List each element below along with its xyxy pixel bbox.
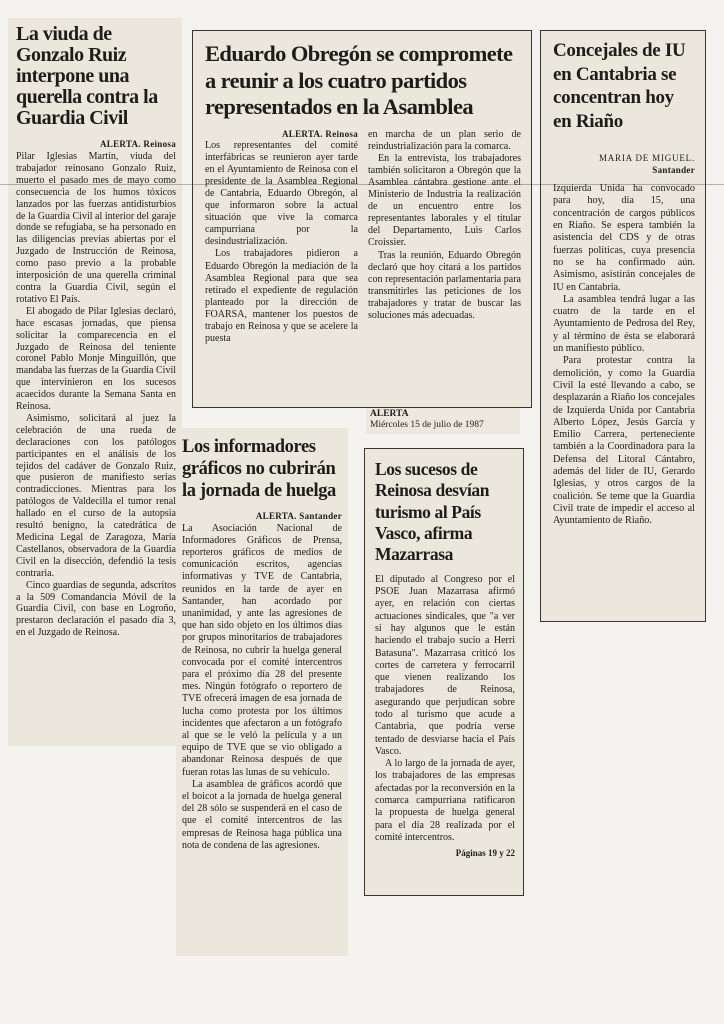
article-sucesos-reinosa (364, 448, 524, 896)
paragraph: Para protestar contra la demolición, y como la Guardia Civil la esté llevando a cabo, se desplazarán a Riaño los concejales de Izquierda Unida por Cantabria Alberto López, Jesús García y Emilio Carrera, perteneciente también a la Coordinadora para la Defensa del Litoral Cántabro, además del líder de IU, Gerardo Iglesias, y otros cargos de la coalición. Se teme que la Guardia Civil trate de impedir el acceso al Ayuntamiento de Riaño. (553, 355, 695, 527)
article-viuda-gonzalo-ruiz (8, 18, 182, 746)
article-body (16, 151, 176, 639)
byline: ALERTA. Santander (255, 510, 342, 521)
byline-place: Santander (652, 165, 695, 176)
paragraph: El diputado al Congreso por el PSOE Juan Mazarrasa afirmó ayer, en relación con ciertas actuaciones sindicales, que "a ver si hay algunos que le están haciendo el trabajo sucio a Herri Batasuna". Mazarrasa criticó los cortes de carretera y ferrocarril que vienen realizando los trabajadores de Reinosa, asegurando que perjudican sobre todo al turismo que acude a Cantabria, que podría verse tentado de desviarse hacia el País Vasco. (375, 573, 515, 757)
paragraph: Pilar Iglesias Martín, viuda del trabajador reinosano Gonzalo Ruiz, muerto el pasado mes de mayo como consecuencia de los humos tóxicos lanzados por las fuerzas antidisturbios de la Guardia Civil al interior del garaje donde se refugiaba, se ha personado en las diligencias previas abiertas por el Juzgado de Instrucción de Reinosa, como paso previo a la probable interposición de una querella criminal contra la Guardia Civil, según el rotativo El País. (16, 151, 176, 305)
article-body-col1 (205, 140, 358, 346)
article-eduardo-obregon (192, 30, 532, 408)
byline: ALERTA. Reinosa (99, 139, 176, 149)
paragraph: El abogado de Pilar Iglesias declaró, hace escasas jornadas, que piensa solicitar la comparecencia en el Juzgado de Reinosa del teniente coronel Pablo Monje Minguillón, que mandaba las fuerzas de la Guardia Civil que intervinieron en los sucesos acaecidos durante la Semana Santa en Reinosa. (16, 305, 176, 413)
paragraph: Asimismo, solicitará al juez la celebración de una rueda de declaraciones con los patólogos participantes en el análisis de los tejidos del cadáver de Gonzalo Ruiz, que pusieron de manifiesto serias contradicciones. Mientras para los patólogos de Valdecilla el tumor renal hallado en el curso de la autopsia resultó benigno, la catedrática de Medicina Legal de Zaragoza, María Castellanos, observadora de la Guardia Civil en la disección, defendió la tesis contraria. (16, 412, 176, 579)
headline: Los informadores gráficos no cubrirán la jornada de huelga (182, 437, 336, 502)
byline-name: MARIA DE MIGUEL. (598, 153, 695, 164)
article-body (553, 183, 695, 527)
paragraph: en marcha de un plan serio de reindustrialización para la comarca. (368, 128, 521, 152)
headline: La viuda de Gonzalo Ruiz interpone una querella contra la Guardia Civil (16, 23, 158, 129)
dateline-paper: ALERTA (370, 409, 409, 419)
paragraph: Izquierda Unida ha convocado para hoy, día 15, una concentración de cargos públicos en Riaño. Se espera también la asistencia del CDS y de otras fuerzas políticas, cuya presencia no se ha confirmado aún. Asimismo, asistirán concejales de IU en Cantabria. (553, 183, 695, 293)
paragraph: La asamblea tendrá lugar a las cuatro de la tarde en el Ayuntamiento de Pedrosa del Rey, y al término de ésta se elaborará un manifiesto público. (553, 293, 695, 355)
article-body-col2 (368, 129, 521, 323)
paragraph: La asamblea de gráficos acordó que el boicot a la jornada de huelga general del 28 sólo se suspenderá en el caso de que el comité intercentros de las empresas de Reinosa haga pública una nota de condena de las agresiones. (182, 778, 342, 851)
paragraph: Los trabajadores pidieron a Eduardo Obregón la mediación de la Asamblea Regional para que sea retirado el expediente de regulación planteado por la dirección de FOARSA, mantener los puestos de trabajo en Reinosa y que se acelere la puesta (205, 248, 358, 345)
dateline-date: Miércoles 15 de julio de 1987 (370, 420, 484, 430)
pages-reference: Páginas 19 y 22 (455, 848, 515, 859)
paragraph: Tras la reunión, Eduardo Obregón declaró que hoy citará a los partidos con representación parlamentaria para transmitirles las peticiones de los trabajadores y tratar de buscar las soluciones más adecuadas. (368, 249, 521, 322)
byline: ALERTA. Reinosa (281, 128, 358, 139)
paragraph: Los representantes del comité interfábricas se reunieron ayer tarde en el Ayuntamiento de Reinosa con el presidente de la Asamblea Regional de Cantabria, Eduardo Obregón, al que informaron sobre la actual situación que vive la comarca campurriana por la desindustrialización. (205, 139, 358, 248)
paragraph: La Asociación Nacional de Informadores Gráficos de Prensa, reporteros gráficos de medios de comunicación escritos, agencias informativas y TVE de Cantabria, reunidos en la tarde de ayer en Santander, han acordado por unanimidad, y ante las agresiones de que han sido objeto en los últimos días por grupos minoritarios de trabajadores de Reinosa, no cubrir la huelga general convocada por el comité intercentros para el próximo día 28 del presente mes. Ningún fotógrafo o reportero de TVE ofrecerá imagen de esa jornada de lucha como protesta por los últimos incidentes que afectaron a un fotógrafo al que se le veló la película y a un equipo de TVE que se vio obligado a abandonar Reinosa después de que fueran rotas las lunas de su vehículo. (182, 522, 342, 778)
article-body (375, 574, 515, 845)
paragraph: Cinco guardias de segunda, adscritos a la 509 Comandancia Móvil de la Guardia Civil, con base en Logroño, prestaron declaración el pasado día 3, en el Juzgado de Reinosa. (16, 579, 176, 639)
dateline (366, 408, 520, 434)
headline: Los sucesos de Reinosa desvían turismo al País Vasco, afirma Mazarrasa (375, 459, 490, 565)
paragraph: En la entrevista, los trabajadores también solicitaron a Obregón que la Asamblea cántabra gestione ante el Ministerio de Industria la realización de un encuentro entre los representantes laborales y el titular del Departamento, Luis Carlos Croissier. (368, 152, 521, 249)
article-body (182, 523, 342, 852)
article-informadores-graficos (176, 428, 348, 956)
article-concejales-iu (540, 30, 706, 622)
paragraph: A lo largo de la jornada de ayer, los trabajadores de las empresas afectadas por la reconversión en la comarca campurriana ratificaron la propuesta de huelga general para el día 28 realizada por el comité intercentros. (375, 758, 515, 843)
headline: Eduardo Obregón se compromete a reunir a los cuatro partidos representados en la Asamblea (205, 41, 513, 120)
headline: Concejales de IU en Cantabria se concentran hoy en Riaño (553, 40, 686, 132)
fold-line (0, 184, 724, 185)
